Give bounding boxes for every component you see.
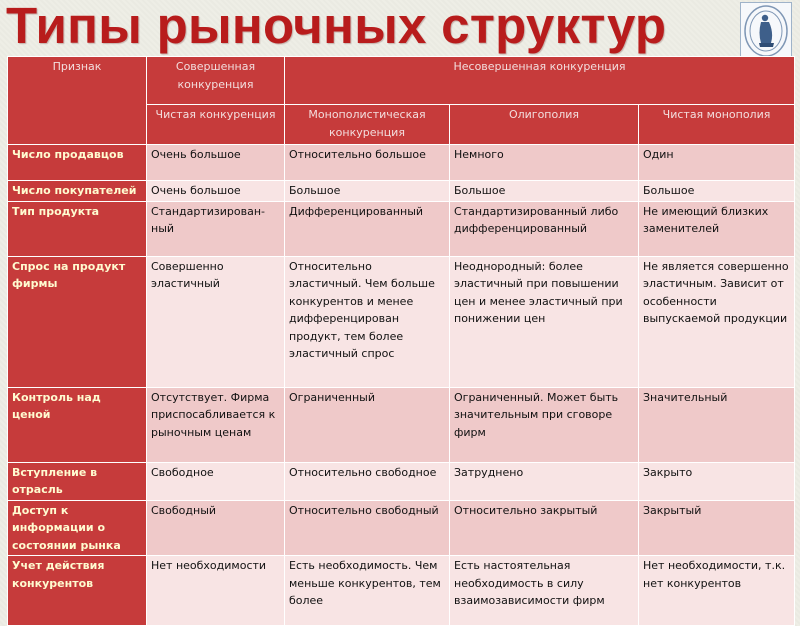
row-label: Число покупателей (8, 181, 147, 202)
table-cell: Значительный (639, 387, 795, 462)
header-perfect-competition: Совершенная конкуренция (147, 57, 285, 105)
header-pure-competition: Чистая конкуренция (147, 105, 285, 145)
header-oligopoly: Олигополия (450, 105, 639, 145)
table-cell: Дифференцированный (285, 201, 450, 256)
row-label: Спрос на продукт фирмы (8, 256, 147, 387)
table-cell: Свободный (147, 500, 285, 556)
table-row (8, 556, 795, 626)
header-feature: Признак (8, 57, 147, 145)
row-label: Вступление в отрасль (8, 462, 147, 500)
table-row (8, 256, 795, 387)
table-row (8, 201, 795, 256)
table-row (8, 181, 795, 202)
table-row (8, 145, 795, 181)
table-cell: Не является совершенно эластичным. Зависит от особенности выпускаемой продукции (639, 256, 795, 387)
page-title: Типы рыночных структур (6, 0, 667, 54)
table-row (8, 387, 795, 462)
emblem-icon (740, 2, 792, 60)
table-cell: Есть необходимость. Чем меньше конкурентов, тем более (285, 556, 450, 626)
table-cell: Один (639, 145, 795, 181)
table-cell: Ограниченный. Может быть значительным при сговоре фирм (450, 387, 639, 462)
table-cell: Большое (639, 181, 795, 202)
header-pure-monopoly: Чистая монополия (639, 105, 795, 145)
header-imperfect-competition: Несовершенная конкуренция (285, 57, 795, 105)
table-cell: Свободное (147, 462, 285, 500)
table-cell: Относительно эластичный. Чем больше конкурентов и менее дифференцирован продукт, тем более эластичный спрос (285, 256, 450, 387)
table-cell: Есть настоятельная необходимость в силу взаимозависимости фирм (450, 556, 639, 626)
table-cell: Очень большое (147, 181, 285, 202)
table-cell: Совершенно эластичный (147, 256, 285, 387)
table-cell: Закрыто (639, 462, 795, 500)
table-cell: Относительно закрытый (450, 500, 639, 556)
table-cell: Стандартизированный либо дифференцированный (450, 201, 639, 256)
row-label: Тип продукта (8, 201, 147, 256)
row-label: Контроль над ценой (8, 387, 147, 462)
table-cell: Отсутствует. Фирма приспосабливается к рыночным ценам (147, 387, 285, 462)
table-cell: Относительно свободный (285, 500, 450, 556)
row-label: Учет действия конкурентов (8, 556, 147, 626)
table-cell: Относительно большое (285, 145, 450, 181)
table-cell: Ограниченный (285, 387, 450, 462)
table-row (8, 462, 795, 500)
header-monopolistic-competition: Монополистическая конкуренция (285, 105, 450, 145)
table-cell: Относительно свободное (285, 462, 450, 500)
table-cell: Стандартизирован-ный (147, 201, 285, 256)
table-cell: Нет необходимости, т.к. нет конкурентов (639, 556, 795, 626)
table-cell: Большое (285, 181, 450, 202)
table-cell: Большое (450, 181, 639, 202)
market-structures-table (7, 56, 795, 626)
row-label: Доступ к информации о состоянии рынка (8, 500, 147, 556)
table-row (8, 500, 795, 556)
table-cell: Закрытый (639, 500, 795, 556)
table-cell: Затруднено (450, 462, 639, 500)
table-cell: Не имеющий близких заменителей (639, 201, 795, 256)
table-cell: Немного (450, 145, 639, 181)
row-label: Число продавцов (8, 145, 147, 181)
table-cell: Нет необходимости (147, 556, 285, 626)
table-cell: Очень большое (147, 145, 285, 181)
table-cell: Неоднородный: более эластичный при повышении цен и менее эластичный при понижении цен (450, 256, 639, 387)
